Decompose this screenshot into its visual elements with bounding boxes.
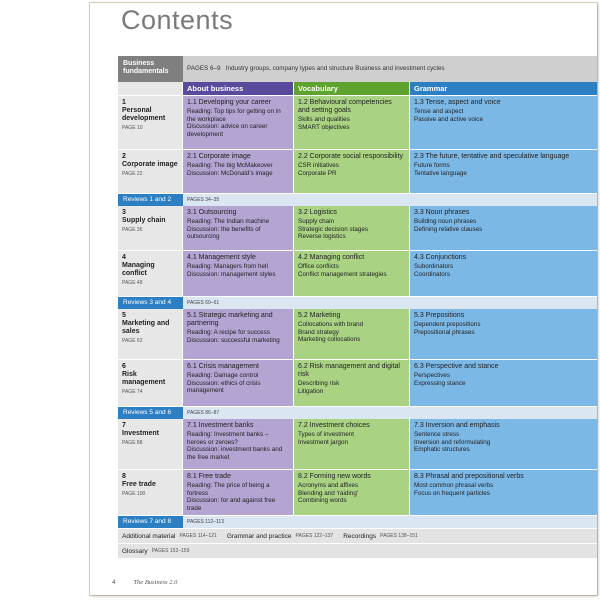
unit-vocab-cell <box>294 419 410 469</box>
unit-name: Corporate image <box>122 160 178 168</box>
unit-name: Personal development <box>122 106 166 122</box>
lesson-detail: Dependent prepositions <box>414 321 481 329</box>
lesson-detail: Emphatic structures <box>414 446 470 454</box>
contents-page <box>90 3 597 595</box>
lesson-detail: Reading: The Indian machine <box>187 218 270 226</box>
lesson-detail: Discussion: McDonald’s image <box>187 169 273 177</box>
lesson-detail: Collocations with brand <box>298 321 364 329</box>
unit-number: 8 <box>122 473 126 480</box>
lesson-detail: Strategic decision stages <box>298 225 369 233</box>
unit-row <box>118 251 597 297</box>
unit-number: 1 <box>122 99 126 106</box>
review-pages: PAGES 60–61 <box>187 300 220 306</box>
unit-grammar-cell <box>410 309 597 359</box>
lesson-title: 8.2 Forming new words <box>298 473 371 480</box>
unit-row <box>118 309 597 360</box>
unit-about-cell <box>183 206 294 250</box>
review-pages: PAGES 34–35 <box>187 197 220 203</box>
lesson-detail: Reading: Damage control <box>187 372 259 380</box>
page-number: 4 <box>112 579 116 586</box>
unit-info-cell <box>118 309 183 359</box>
lesson-title: 2.1 Corporate image <box>187 153 251 160</box>
lesson-title: 4.2 Managing conflict <box>298 254 365 261</box>
unit-row <box>118 96 597 150</box>
unit-name: Supply chain <box>122 216 166 224</box>
lesson-title: 5.2 Marketing <box>298 312 341 319</box>
lesson-title: 7.1 Investment banks <box>187 422 254 429</box>
lesson-detail: Perspectives <box>414 372 451 380</box>
unit-number: 7 <box>122 422 126 429</box>
unit-info-cell <box>118 251 183 296</box>
recordings-label: Recordings <box>343 532 377 540</box>
lesson-title: 7.2 Investment choices <box>298 422 370 429</box>
lesson-detail: Reading: Managers from hell <box>187 263 268 271</box>
lesson-detail: Coordinators <box>414 270 451 278</box>
lesson-title: 1.2 Behavioural competencies and setting goals <box>298 99 392 115</box>
review-label: Reviews 5 and 6 <box>118 407 183 419</box>
additional-pages: PAGES 114–121 <box>179 533 217 539</box>
glossary-pages: PAGES 152–159 <box>151 548 190 554</box>
lesson-title: 7.3 Inversion and emphasis <box>414 422 500 429</box>
unit-name: Free trade <box>122 480 156 488</box>
additional-row <box>118 528 597 543</box>
business-fundamentals-text <box>183 56 449 82</box>
unit-page: PAGE 88 <box>122 439 143 446</box>
lesson-detail: Describing risk <box>298 380 340 388</box>
unit-grammar-cell <box>410 360 597 406</box>
lesson-detail: Defining relative clauses <box>414 225 483 233</box>
unit-page: PAGE 22 <box>122 170 143 177</box>
unit-row <box>118 206 597 251</box>
lesson-title: 1.1 Developing your career <box>187 99 272 106</box>
lesson-detail: Discussion: management styles <box>187 270 276 278</box>
review-row <box>118 297 597 309</box>
unit-about-cell <box>183 309 294 359</box>
lesson-detail: Expressing stance <box>414 379 466 387</box>
lesson-detail: Most common phrasal verbs <box>414 482 494 490</box>
lesson-detail: Future forms <box>414 162 450 170</box>
unit-page: PAGE 100 <box>122 490 146 497</box>
lesson-detail: Office conflicts <box>298 263 339 271</box>
lesson-detail: Brand strategy <box>298 328 339 336</box>
review-row <box>118 194 597 206</box>
lesson-detail: Discussion: investment banks and the free market <box>187 446 283 461</box>
review-row <box>118 516 597 528</box>
column-headers <box>118 82 597 96</box>
unit-vocab-cell <box>294 470 410 515</box>
unit-name: Managing conflict <box>122 261 155 277</box>
lesson-detail: Discussion: the benefits of outsourcing <box>187 225 261 241</box>
review-label: Reviews 3 and 4 <box>118 297 183 309</box>
unit-page: PAGE 48 <box>122 279 143 286</box>
lesson-detail: Prepositional phrases <box>414 328 475 336</box>
units <box>118 96 597 528</box>
lesson-detail: Reading: Investment banks – heroes or zeroes? <box>187 431 269 446</box>
review-label: Reviews 7 and 8 <box>118 516 183 528</box>
lesson-title: 4.1 Management style <box>187 254 256 261</box>
unit-row <box>118 150 597 194</box>
unit-vocab-cell <box>294 360 410 406</box>
unit-vocab-cell <box>294 96 410 149</box>
lesson-detail: Supply chain <box>298 218 335 226</box>
unit-about-cell <box>183 360 294 406</box>
unit-grammar-cell <box>410 96 597 149</box>
review-row <box>118 407 597 419</box>
lesson-detail: Reading: A recipe for success <box>187 329 270 337</box>
lesson-title: 2.2 Corporate social responsibility <box>298 153 404 160</box>
lesson-title: 8.1 Free trade <box>187 473 231 480</box>
lesson-title: 5.1 Strategic marketing and partnering <box>187 312 273 328</box>
lesson-detail: Discussion: successful marketing <box>187 337 280 344</box>
lesson-detail: Discussion: for and against free trade <box>187 497 276 512</box>
lesson-detail: Discussion: advice on career development <box>187 123 268 138</box>
review-pages: PAGES 112–113 <box>187 519 224 525</box>
lesson-title: 6.3 Perspective and stance <box>414 363 499 370</box>
unit-name: Risk management <box>122 370 166 386</box>
lesson-title: 6.2 Risk management and digital risk <box>298 363 400 379</box>
lesson-detail: Reading: Top tips for getting on in the workplace <box>187 108 281 123</box>
unit-grammar-cell <box>410 470 597 515</box>
unit-row <box>118 360 597 407</box>
unit-number: 6 <box>122 363 126 370</box>
unit-page: PAGE 36 <box>122 226 143 233</box>
lesson-title: 5.3 Prepositions <box>414 312 465 319</box>
lesson-detail: Combining words <box>298 497 347 505</box>
lesson-title: 3.2 Logistics <box>298 209 337 216</box>
page-footer <box>112 579 177 586</box>
unit-about-cell <box>183 419 294 469</box>
lesson-detail: Investment jargon <box>298 438 349 446</box>
unit-number: 3 <box>122 209 126 216</box>
lesson-title: 3.3 Noun phrases <box>414 209 470 216</box>
unit-grammar-cell <box>410 251 597 296</box>
lesson-title: 6.1 Crisis management <box>187 363 259 370</box>
lesson-title: 4.3 Conjunctions <box>414 254 467 261</box>
lesson-detail: Acronyms and affixes <box>298 482 359 490</box>
unit-info-cell <box>118 206 183 250</box>
glossary-label: Glossary <box>122 547 148 555</box>
unit-info-cell <box>118 96 183 149</box>
glossary-row <box>118 543 597 558</box>
lesson-title: 2.3 The future, tentative and speculative language <box>414 153 570 160</box>
unit-vocab-cell <box>294 251 410 296</box>
lesson-detail: Blending and ‘raiding’ <box>298 489 359 497</box>
lesson-detail: Reading: The big McMakeover <box>187 162 273 170</box>
lesson-detail: Corporate PR <box>298 169 337 177</box>
brand-name: The Business 2.0 <box>133 579 178 586</box>
unit-about-cell <box>183 251 294 296</box>
unit-number: 5 <box>122 312 126 319</box>
lesson-detail: Tense and aspect <box>414 108 464 116</box>
contents-table <box>118 56 597 558</box>
unit-page: PAGE 62 <box>122 337 143 344</box>
unit-grammar-cell <box>410 419 597 469</box>
lesson-detail: Focus on frequent particles <box>414 489 490 497</box>
lesson-detail: Discussion: ethics of crisis management <box>187 379 261 395</box>
lesson-detail: Reverse logistics <box>298 233 346 241</box>
header-grammar: Grammar <box>410 82 597 95</box>
unit-info-cell <box>118 150 183 193</box>
unit-vocab-cell <box>294 206 410 250</box>
unit-number: 2 <box>122 153 126 160</box>
lesson-detail: Building noun phrases <box>414 218 477 226</box>
business-fundamentals-row <box>118 56 597 82</box>
unit-row <box>118 470 597 516</box>
lesson-detail: Skills and qualities <box>298 116 350 124</box>
lesson-title: 1.3 Tense, aspect and voice <box>414 99 501 106</box>
recordings-pages: PAGES 138–151 <box>380 533 418 539</box>
review-label: Reviews 1 and 2 <box>118 194 183 206</box>
unit-info-cell <box>118 419 183 469</box>
page-title: Contents <box>121 5 234 35</box>
lesson-title: 8.3 Phrasal and prepositional verbs <box>414 473 524 480</box>
unit-number: 4 <box>122 254 126 261</box>
lesson-detail: Litigation <box>298 388 324 395</box>
business-fundamentals-pages: PAGES 6–9 <box>187 65 221 72</box>
unit-vocab-cell <box>294 150 410 193</box>
lesson-detail: Sentence stress <box>414 431 460 439</box>
unit-name: Investment <box>122 429 159 437</box>
grammar-practice-label: Grammar and practice <box>226 532 292 540</box>
unit-about-cell <box>183 470 294 515</box>
business-fundamentals-topics: Industry groups, company types and structure Business and investment cycles <box>225 65 445 72</box>
unit-page: PAGE 10 <box>122 124 143 131</box>
grammar-practice-pages: PAGES 122–137 <box>295 533 334 539</box>
lesson-detail: Inversion and reformulating <box>414 438 491 446</box>
lesson-detail: CSR initiatives <box>298 162 339 170</box>
lesson-detail: Passive and active voice <box>414 115 483 123</box>
lesson-detail: Subordinators <box>414 263 454 271</box>
review-pages: PAGES 86–87 <box>187 410 220 416</box>
lesson-title: 3.1 Outsourcing <box>187 209 237 216</box>
lesson-detail: SMART objectives <box>298 124 350 131</box>
unit-info-cell <box>118 360 183 406</box>
unit-row <box>118 419 597 470</box>
business-fundamentals-label: Business fundamentals <box>118 56 183 82</box>
unit-info-cell <box>118 470 183 515</box>
lesson-detail: Reading: The price of being a fortress <box>187 482 270 497</box>
unit-vocab-cell <box>294 309 410 359</box>
unit-grammar-cell <box>410 150 597 193</box>
lesson-detail: Marketing collocations <box>298 336 361 344</box>
lesson-detail: Conflict management strategies <box>298 270 387 278</box>
unit-about-cell <box>183 150 294 193</box>
lesson-detail: Tentative language <box>414 169 467 177</box>
additional-label: Additional material <box>122 532 176 540</box>
unit-name: Marketing and sales <box>122 319 170 335</box>
unit-about-cell <box>183 96 294 149</box>
header-about: About business <box>183 82 294 95</box>
unit-page: PAGE 74 <box>122 388 143 395</box>
unit-grammar-cell <box>410 206 597 250</box>
header-vocab: Vocabulary <box>294 82 410 95</box>
lesson-detail: Types of investment <box>298 431 354 439</box>
